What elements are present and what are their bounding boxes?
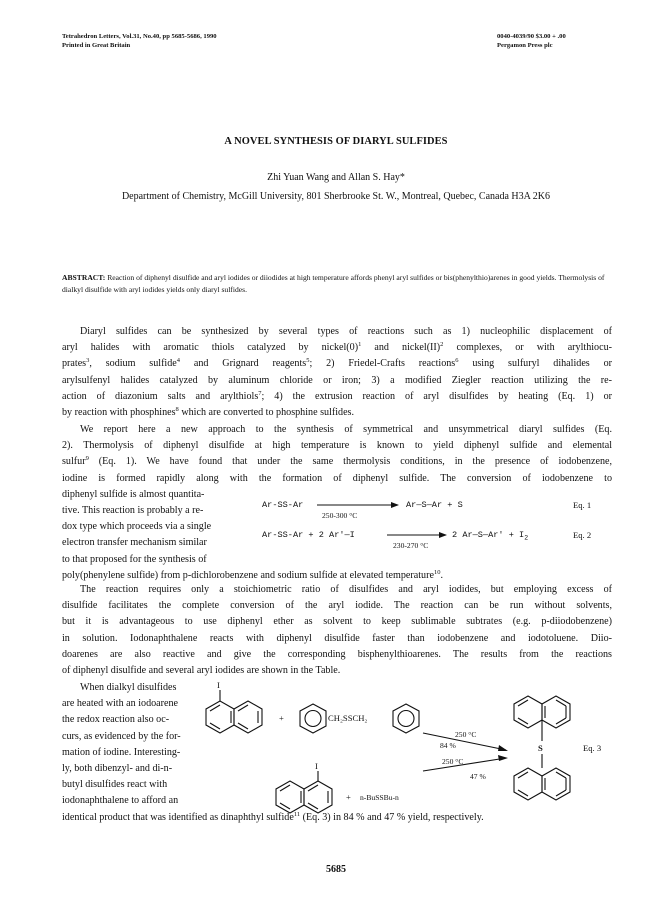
eq2-product-sub: 2: [524, 534, 529, 542]
page-number: 5685: [326, 864, 346, 875]
ref: 5: [306, 357, 310, 365]
p1-line: using sulfuryl dihalides or: [472, 358, 612, 370]
p1-line: action of diazonium salts and arylthiols: [62, 390, 259, 402]
article-authors: Zhi Yuan Wang and Allan S. Hay*: [267, 172, 405, 183]
p2-line: poly(phenylene sulfide) from p-dichlorobenzene and sodium sulfide at elevated temperature: [62, 569, 434, 581]
p2-line: sulfur: [62, 456, 86, 468]
p3-line: doarenes are also reactive and give the corresponding bisphenylthioarenes. The results from the reactions: [62, 648, 612, 660]
eq3-plus-bottom: +: [346, 792, 351, 802]
eq3-temp-bottom: 250 °C: [442, 757, 464, 766]
p3-line: but it is advantageous to use diphenyl ether as solvent to keep sublimable subtrates (e.g. p-diiodobenzene): [62, 616, 612, 628]
ref: 1: [358, 341, 362, 349]
eq2-reactant: Ar-SS-Ar + 2 Ar'—I: [262, 530, 355, 540]
iodo-label-bottom: I: [315, 761, 318, 771]
p1-line: arylsulfenyl halides catalyzed by aluminum chloride or iron; 3) a modified Ziegler reaction utilizing the re-: [62, 374, 612, 386]
p1-line: and nickel(II): [374, 342, 441, 354]
price-header: [497, 32, 617, 50]
publisher: Pergamon Press plc: [497, 42, 553, 49]
dibenzyl-linker: CH₂SSCH₂: [328, 713, 368, 723]
p2-line: diphenyl sulfide is almost quantita-: [62, 488, 205, 500]
eq1-reactant: Ar-SS-Ar: [262, 500, 304, 510]
p2-line: .: [440, 569, 443, 581]
p1-line: , sodium sulfide: [89, 358, 177, 370]
journal-citation: Tetrahedron Letters, Vol.31, No.40, pp 5685-5686, 1990: [62, 33, 217, 40]
ref: 9: [85, 455, 89, 463]
paragraph-3: [62, 582, 612, 679]
p2-line: iodine is formed rapidly along with the formation of diphenyl sulfide. The conversion of iodobenzene to: [62, 472, 612, 484]
eq1-product: Ar—S—Ar + S: [406, 500, 463, 510]
p3-line: of diphenyl disulfide and several aryl iodides are shown in the Table.: [62, 664, 341, 676]
eq3-plus-top: +: [279, 713, 284, 723]
ref: 2: [440, 341, 444, 349]
p2-line: tive. This reaction is probably a re-: [62, 504, 204, 516]
p4-line: mation of iodine. Interesting-: [62, 746, 181, 758]
paragraph-4: [62, 680, 612, 826]
paragraph-2: [62, 422, 612, 584]
p4-line: (Eq. 3) in 84 % and 47 % yield, respectively.: [302, 811, 484, 823]
ref: 6: [455, 357, 459, 365]
abstract: [62, 272, 610, 296]
article-affiliation: Department of Chemistry, McGill University, 801 Sherbrooke St. W., Montreal, Quebec, Canada H3A 2K6: [121, 191, 551, 202]
dibutyl-disulfide: n-BuSSBu-n: [360, 793, 399, 802]
p4-line: ly, both dibenzyl- and di-n-: [62, 763, 173, 775]
p1-line: prates: [62, 358, 87, 370]
p2-line: (Eq. 1). We have found that under the same thermolysis conditions, in the presence of iodobenzene,: [98, 456, 612, 468]
p4-line: curs, as evidenced by the for-: [62, 730, 181, 742]
ref: 7: [258, 389, 262, 397]
ref: 8: [175, 405, 179, 413]
p2-line: dox type which proceeds via a single: [62, 521, 212, 533]
p2-line: to that proposed for the synthesis of: [62, 553, 207, 565]
eq1-condition: 250-300 °C: [322, 511, 358, 520]
eq3-yield-bottom: 47 %: [470, 772, 486, 781]
ref: 11: [293, 810, 301, 818]
ref: 3: [86, 357, 90, 365]
p1-line: ; 4) the extrusion reaction of aryl disulfides by heating (Eq. 1) or: [261, 390, 612, 402]
p1-line: and Grignard reagents: [193, 358, 307, 370]
p1-line: which are converted to phosphine sulfides.: [181, 406, 354, 418]
p3-line: in solution. Iodonaphthalene reacts with diphenyl disulfide faster than iodobenzene and iodotoluene. Diio-: [62, 632, 612, 644]
p3-line: The reaction requires only a stoichiometric ratio of disulfides and aryl iodides, but employing excess of: [80, 584, 612, 595]
eq1-label: Eq. 1: [573, 500, 592, 510]
eq3-temp-top: 250 °C: [455, 730, 477, 739]
abstract-label: ABSTRACT:: [62, 273, 106, 282]
p1-line: complexes, or with arylthiocu-: [456, 342, 612, 354]
article-title: A NOVEL SYNTHESIS OF DIARYL SULFIDES: [224, 136, 448, 147]
eq2-product: [452, 530, 528, 540]
abstract-text: Reaction of diphenyl disulfide and aryl iodides or diiodides at high temperature affords phenyl aryl sulfides or bis(phenylthio)arenes in good yields. Thermolysis of dialkyl disulfide with aryl iodides yields only diaryl sulfides.: [62, 273, 605, 294]
p4-line: iodonaphthalene to afford an: [62, 795, 179, 807]
p1-line: aryl halides with aromatic thiols catalyzed by nickel(0): [62, 342, 359, 354]
p4-line: identical product that was identified as dinaphthyl sulfide: [62, 811, 294, 823]
eq3-yield-top: 84 %: [440, 741, 456, 750]
eq2-condition: 230-270 °C: [393, 541, 429, 550]
eq3-label: Eq. 3: [583, 743, 602, 753]
p4-line: When dialkyl disulfides: [80, 682, 177, 693]
sulfur-atom: S: [538, 743, 543, 753]
issn-price: 0040-4039/90 $3.00 + .00: [497, 33, 566, 40]
p1-line: by reaction with phosphines: [62, 406, 176, 418]
p1-line: ; 2) Friedel-Crafts reactions: [309, 358, 456, 370]
iodo-label-top: I: [217, 680, 220, 690]
printed-in: Printed in Great Britain: [62, 42, 131, 49]
p3-line: disulfide facilitates the complete conversion of the aryl iodide. The reaction can be run without solvents,: [62, 600, 612, 612]
p1-line: Diaryl sulfides can be synthesized by several types of reactions such as 1) nucleophilic displacement of: [80, 326, 612, 337]
p4-line: are heated with an iodoarene: [62, 698, 179, 710]
eq2-product-text: 2 Ar—S—Ar' + I: [452, 530, 525, 540]
p4-line: butyl disulfides react with: [62, 779, 168, 791]
journal-header: [62, 32, 217, 50]
p2-line: electron transfer mechanism similar: [62, 537, 207, 549]
p2-line: 2). Thermolysis of diphenyl disulfide at high temperature is known to yield diphenyl sulfide and elemental: [62, 440, 612, 452]
eq2-label: Eq. 2: [573, 530, 592, 540]
ref: 10: [433, 568, 441, 576]
p2-line: We report here a new approach to the synthesis of symmetrical and unsymmetrical diaryl sulfides (Eq.: [80, 424, 612, 435]
paragraph-1: [62, 324, 612, 421]
p4-line: the redox reaction also oc-: [62, 714, 170, 726]
ref: 4: [176, 357, 181, 365]
